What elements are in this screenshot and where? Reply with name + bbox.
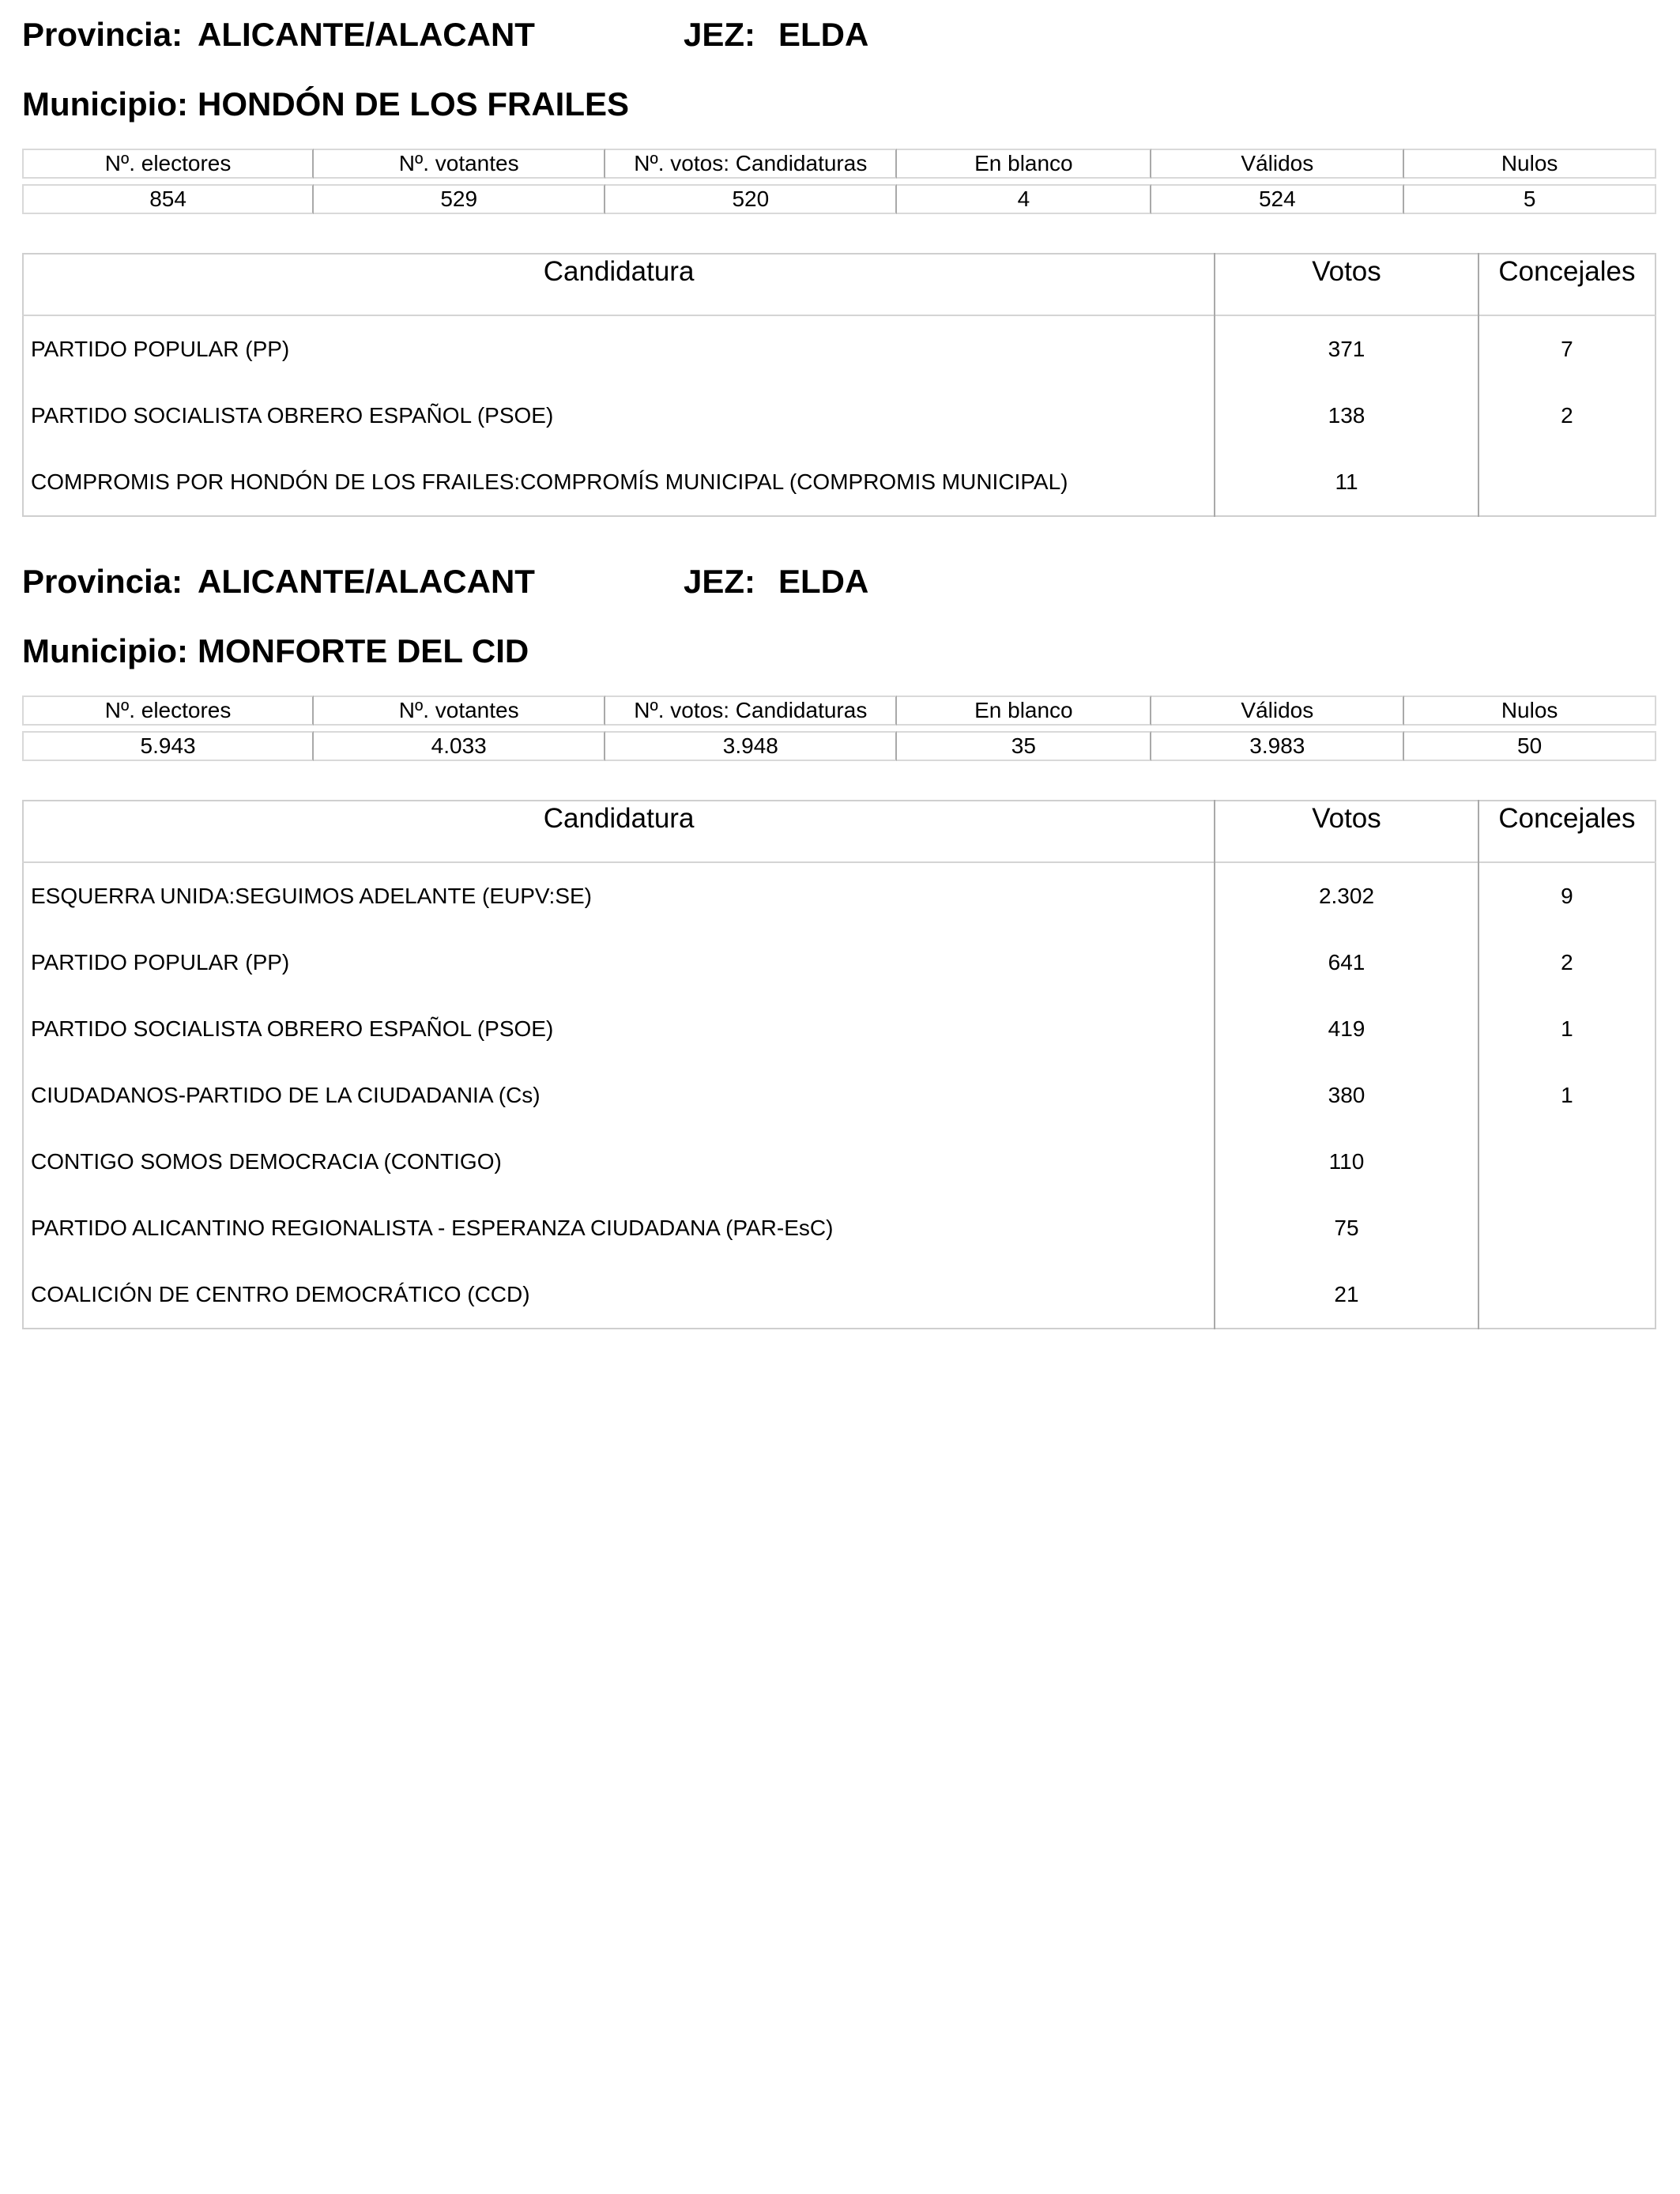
concejales-cell: 7 [1478, 315, 1656, 383]
concejales-cell: 9 [1478, 862, 1656, 929]
candidatura-cell: ESQUERRA UNIDA:SEGUIMOS ADELANTE (EUPV:SE) [31, 884, 593, 908]
provincia-value: ALICANTE/ALACANT [198, 563, 535, 600]
candidatura-cell: PARTIDO POPULAR (PP) [31, 337, 290, 361]
summary-value-votantes: 529 [314, 184, 605, 214]
results-header-candidatura: Candidatura [543, 256, 695, 287]
summary-value-nulos: 5 [1404, 184, 1656, 214]
summary-values-row [22, 731, 1656, 761]
summary-value-en-blanco: 35 [897, 731, 1151, 761]
votos-cell: 380 [1215, 1062, 1478, 1129]
votos-cell: 11 [1215, 449, 1478, 516]
votos-cell: 2.302 [1215, 862, 1478, 929]
summary-header-votantes: Nº. votantes [314, 149, 605, 179]
results-header-row [23, 254, 1656, 315]
concejales-cell [1478, 1129, 1656, 1195]
results-header-votos: Votos [1215, 801, 1478, 862]
concejales-cell [1478, 1261, 1656, 1329]
summary-value-votos-candidaturas: 3.948 [605, 731, 897, 761]
summary-header-nulos: Nulos [1404, 696, 1656, 726]
summary-header-row [22, 696, 1656, 726]
candidatura-cell: PARTIDO POPULAR (PP) [31, 950, 290, 974]
summary-value-electores: 5.943 [22, 731, 314, 761]
results-header-votos: Votos [1215, 254, 1478, 315]
concejales-cell: 1 [1478, 1062, 1656, 1129]
summary-header-validos: Válidos [1151, 149, 1404, 179]
summary-header-en-blanco: En blanco [897, 696, 1151, 726]
results-header-concejales: Concejales [1478, 801, 1656, 862]
summary-value-votantes: 4.033 [314, 731, 605, 761]
summary-header-en-blanco: En blanco [897, 149, 1151, 179]
municipio-line [22, 634, 1656, 669]
summary-values-row [22, 184, 1656, 214]
jez-block [684, 17, 868, 52]
municipio-line [22, 87, 1656, 122]
concejales-cell: 2 [1478, 383, 1656, 449]
municipality-section [22, 17, 1656, 517]
summary-value-en-blanco: 4 [897, 184, 1151, 214]
summary-header-validos: Válidos [1151, 696, 1404, 726]
summary-header-votantes: Nº. votantes [314, 696, 605, 726]
jez-value: ELDA [778, 563, 869, 600]
candidatura-cell: PARTIDO ALICANTINO REGIONALISTA - ESPERANZA CIUDADANA (PAR-EsC) [31, 1216, 834, 1240]
concejales-cell [1478, 449, 1656, 516]
votos-cell: 75 [1215, 1195, 1478, 1261]
jez-label: JEZ: [684, 563, 756, 600]
concejales-cell: 1 [1478, 996, 1656, 1062]
results-row [23, 862, 1656, 929]
provincia-value: ALICANTE/ALACANT [198, 16, 535, 53]
votos-cell: 371 [1215, 315, 1478, 383]
candidatura-cell: COMPROMIS POR HONDÓN DE LOS FRAILES:COMPROMÍS MUNICIPAL (COMPROMIS MUNICIPAL) [31, 469, 1068, 494]
jez-label: JEZ: [684, 16, 756, 53]
municipio-label: Municipio: [22, 632, 188, 669]
results-row [23, 1129, 1656, 1195]
votos-cell: 419 [1215, 996, 1478, 1062]
candidatura-cell: CIUDADANOS-PARTIDO DE LA CIUDADANIA (Cs) [31, 1083, 541, 1107]
summary-value-validos: 3.983 [1151, 731, 1404, 761]
summary-header-row [22, 149, 1656, 179]
results-header-row [23, 801, 1656, 862]
results-header-concejales: Concejales [1478, 254, 1656, 315]
summary-value-nulos: 50 [1404, 731, 1656, 761]
jez-value: ELDA [778, 16, 869, 53]
results-table [22, 253, 1656, 517]
votos-cell: 641 [1215, 929, 1478, 996]
provincia-line [22, 564, 1656, 599]
results-row [23, 1062, 1656, 1129]
summary-value-votos-candidaturas: 520 [605, 184, 897, 214]
candidatura-cell: CONTIGO SOMOS DEMOCRACIA (CONTIGO) [31, 1149, 502, 1174]
municipio-value: MONFORTE DEL CID [198, 632, 529, 669]
provincia-label: Provincia: [22, 563, 183, 600]
summary-header-votos-candidaturas: Nº. votos: Candidaturas [605, 149, 897, 179]
municipio-value: HONDÓN DE LOS FRAILES [198, 85, 630, 123]
results-row [23, 996, 1656, 1062]
summary-header-electores: Nº. electores [22, 696, 314, 726]
results-row [23, 1261, 1656, 1329]
results-table [22, 800, 1656, 1329]
candidatura-cell: PARTIDO SOCIALISTA OBRERO ESPAÑOL (PSOE) [31, 403, 554, 428]
summary-header-nulos: Nulos [1404, 149, 1656, 179]
results-row [23, 449, 1656, 516]
votos-cell: 21 [1215, 1261, 1478, 1329]
concejales-cell: 2 [1478, 929, 1656, 996]
jez-block [684, 564, 868, 599]
results-header-candidatura: Candidatura [543, 803, 695, 834]
summary-table [22, 690, 1656, 767]
results-row [23, 383, 1656, 449]
results-row [23, 929, 1656, 996]
municipio-label: Municipio: [22, 85, 188, 123]
candidatura-cell: PARTIDO SOCIALISTA OBRERO ESPAÑOL (PSOE) [31, 1016, 554, 1041]
summary-table [22, 143, 1656, 220]
summary-value-electores: 854 [22, 184, 314, 214]
summary-value-validos: 524 [1151, 184, 1404, 214]
provincia-line [22, 17, 1656, 52]
municipality-section [22, 564, 1656, 1329]
provincia-label: Provincia: [22, 16, 183, 53]
summary-header-votos-candidaturas: Nº. votos: Candidaturas [605, 696, 897, 726]
votos-cell: 110 [1215, 1129, 1478, 1195]
results-row [23, 1195, 1656, 1261]
votos-cell: 138 [1215, 383, 1478, 449]
summary-header-electores: Nº. electores [22, 149, 314, 179]
results-row [23, 315, 1656, 383]
candidatura-cell: COALICIÓN DE CENTRO DEMOCRÁTICO (CCD) [31, 1282, 530, 1306]
concejales-cell [1478, 1195, 1656, 1261]
